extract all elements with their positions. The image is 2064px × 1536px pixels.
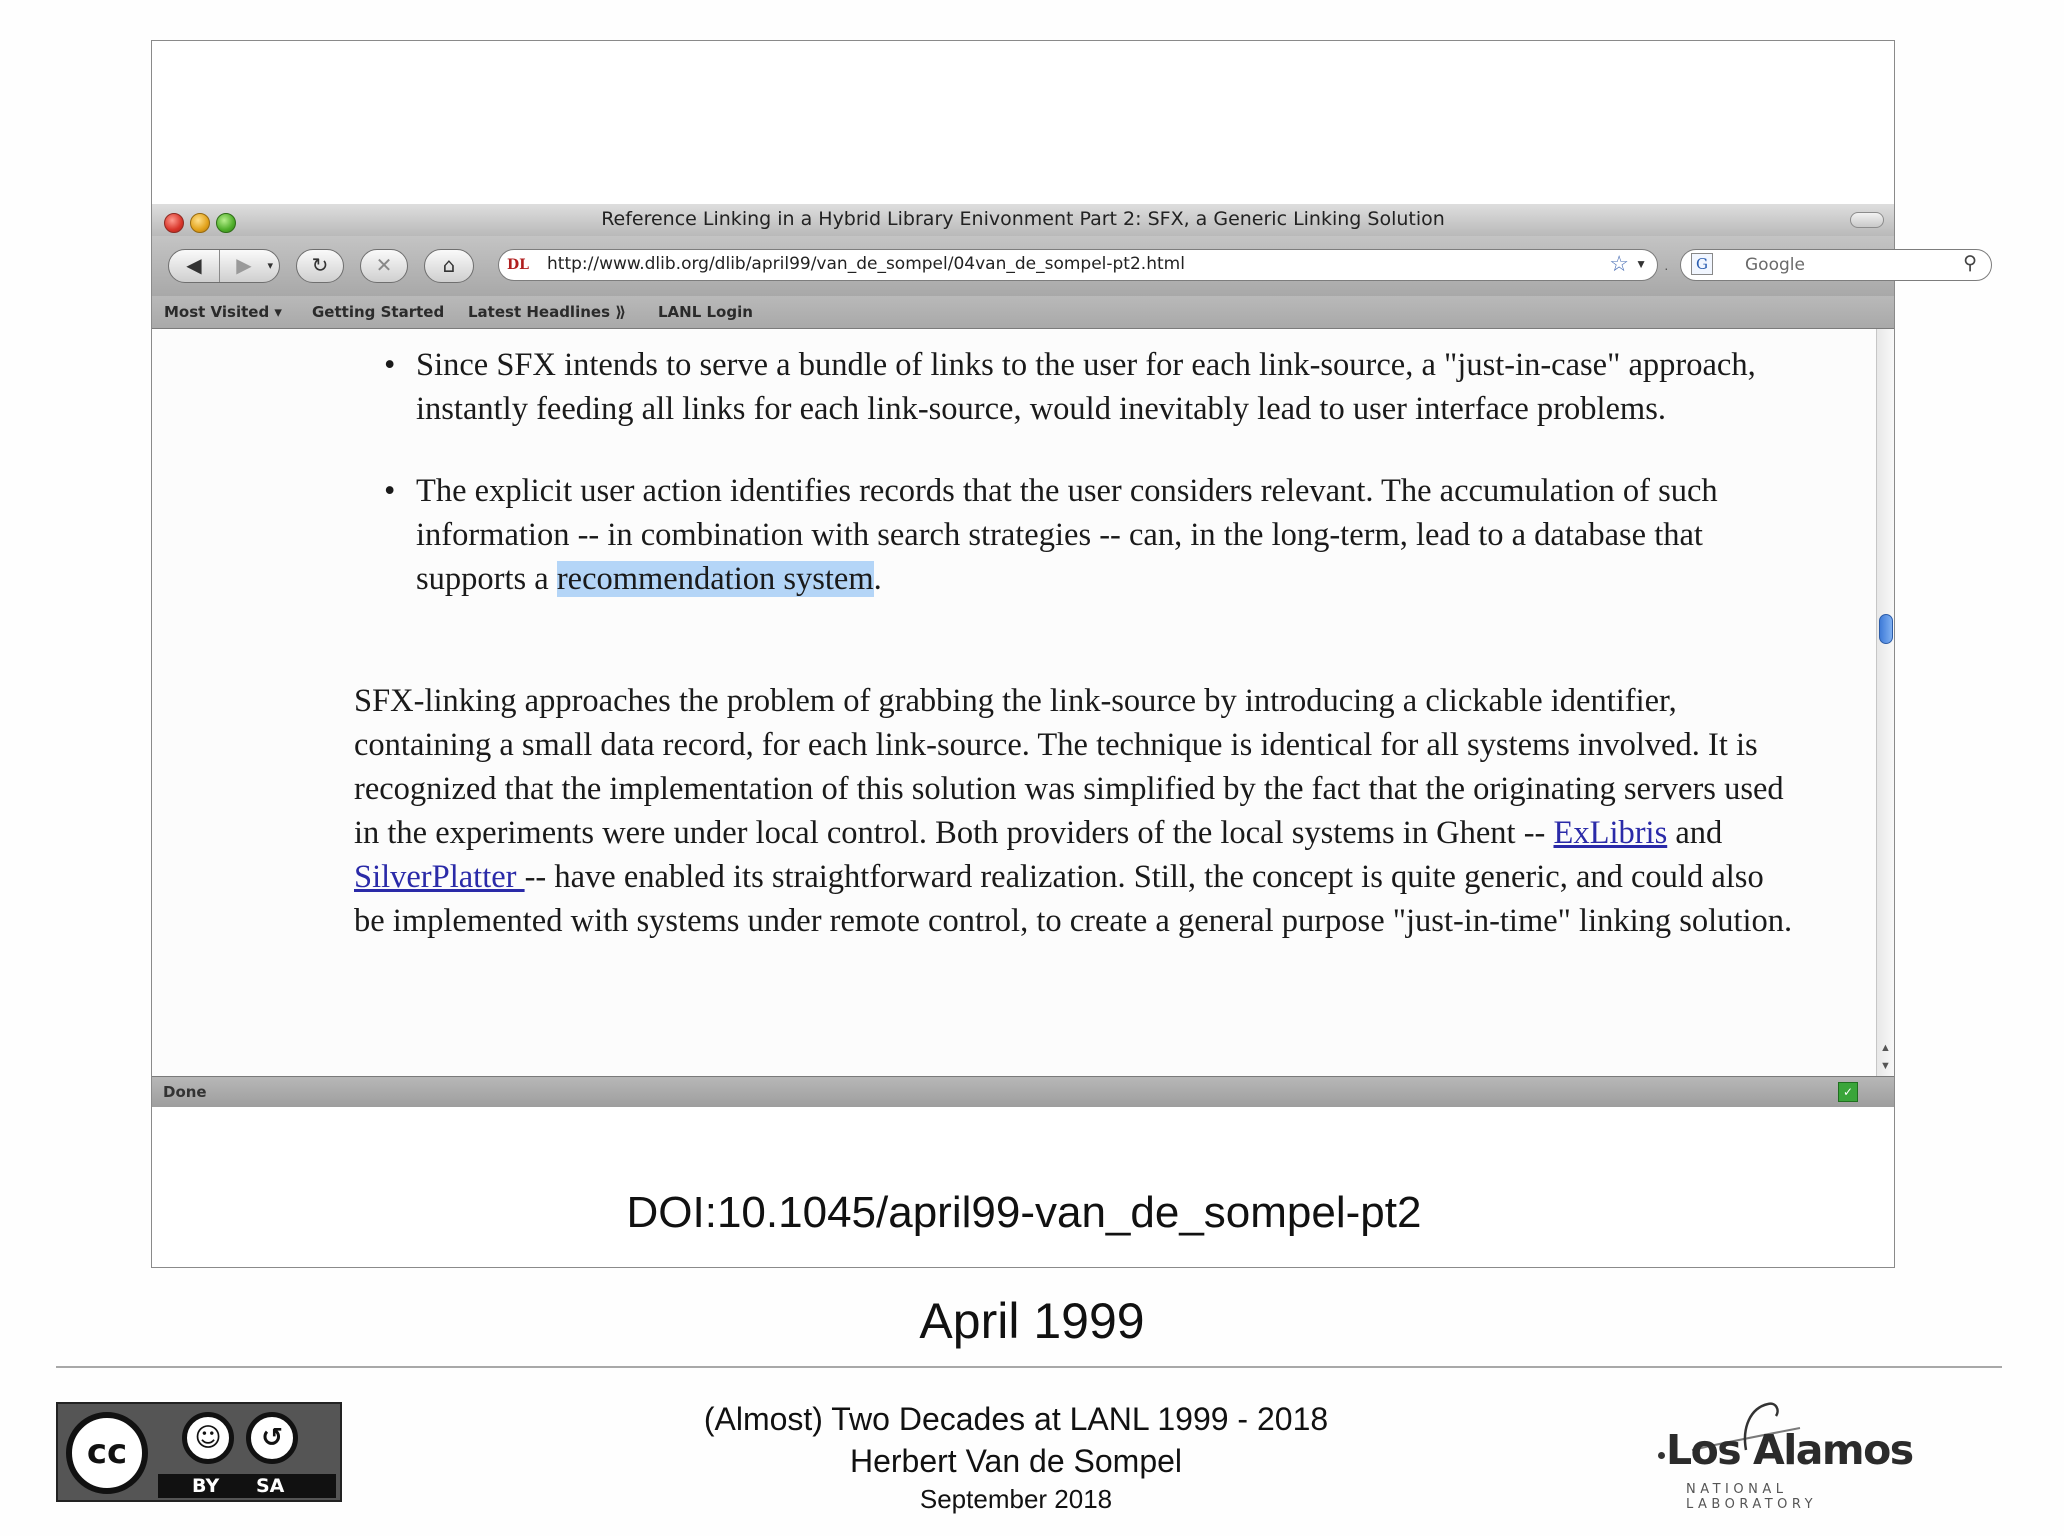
history-dropdown-icon[interactable]: ▾: [267, 259, 273, 272]
footer-title: (Almost) Two Decades at LANL 1999 - 2018: [703, 1401, 1329, 1437]
bookmarks-bar: [152, 296, 1894, 329]
share-alike-icon: ↺: [246, 1412, 298, 1464]
status-icon: ✓: [1838, 1082, 1858, 1102]
separator-dot: ·: [1664, 260, 1669, 276]
attribution-icon: ☺: [182, 1412, 234, 1464]
url-bar[interactable]: [498, 249, 1658, 281]
scroll-up-icon[interactable]: ▲: [1880, 1042, 1891, 1054]
page-content: [152, 329, 1876, 1076]
highlighted-text: recommendation system: [556, 561, 874, 597]
bookmark-latest-headlines[interactable]: Latest Headlines ⟫: [468, 303, 627, 321]
footer-date: September 2018: [919, 1484, 1113, 1514]
lanl-logo-name: Los Alamos: [1666, 1426, 1913, 1474]
paragraph-text: -- have enabled its straightforward realization. Still, the concept is quite generic, and could also be implemented with systems under remote control, to create a general purpose "just-in-time" linking solution.: [354, 859, 1793, 939]
url-dropdown-icon[interactable]: ▼: [1635, 257, 1647, 271]
bookmark-lanl-login[interactable]: LANL Login: [658, 303, 753, 321]
footer-divider: [56, 1366, 2002, 1368]
silverplatter-link[interactable]: SilverPlatter: [354, 859, 525, 895]
bullet-icon: •: [384, 347, 396, 383]
status-text: Done: [163, 1083, 207, 1101]
stop-icon: ✕: [375, 253, 393, 277]
status-bar: [152, 1076, 1894, 1107]
url-text[interactable]: http://www.dlib.org/dlib/april99/van_de_sompel/04van_de_sompel-pt2.html: [547, 254, 1185, 274]
scroll-down-icon[interactable]: ▼: [1880, 1060, 1891, 1072]
home-icon: ⌂: [442, 253, 456, 277]
forward-icon: ▶: [236, 253, 252, 277]
bullet-text: Since SFX intends to serve a bundle of links to the user for each link-source, a "just-in-case" approach, instantly feeding all links for each link-source, would inevitably lead to user interface problems.: [416, 347, 1756, 427]
bullet-text: The explicit user action identifies records that the user considers relevant. The accumulation of such information -- in combination with search strategies -- can, in the long-term, lead to a database that supports a: [416, 473, 1718, 597]
search-placeholder[interactable]: Google: [1745, 255, 1805, 275]
scrollbar-thumb[interactable]: [1879, 614, 1893, 644]
site-favicon: DL: [507, 257, 529, 273]
search-icon[interactable]: ⚲: [1963, 253, 1977, 274]
lanl-dot-icon: [1658, 1452, 1665, 1459]
footer-author: Herbert Van de Sompel: [849, 1443, 1183, 1479]
cc-icon: cc: [66, 1412, 148, 1494]
forward-button[interactable]: [219, 250, 269, 282]
bookmark-most-visited[interactable]: Most Visited ▾: [164, 303, 282, 321]
license-sa-label: SA: [256, 1475, 285, 1497]
license-by-label: BY: [192, 1475, 220, 1497]
doi-caption: DOI:10.1045/april99-van_de_sompel-pt2: [626, 1188, 1422, 1237]
exlibris-link[interactable]: ExLibris: [1553, 815, 1668, 851]
title-bar: [152, 204, 1894, 237]
bullet-list: [384, 343, 1816, 639]
bullet-icon: •: [384, 473, 396, 509]
body-paragraph: [354, 679, 1794, 943]
back-button[interactable]: [169, 250, 220, 282]
reload-button[interactable]: [296, 249, 344, 283]
back-forward-group: [168, 249, 280, 283]
list-item: [384, 343, 1816, 431]
back-icon: ◀: [186, 253, 202, 277]
bookmark-getting-started[interactable]: Getting Started: [312, 303, 445, 321]
date-caption: April 1999: [919, 1293, 1145, 1349]
lanl-logo: [1640, 1398, 1920, 1512]
browser-window: [152, 204, 1977, 1106]
stop-button[interactable]: [360, 249, 408, 283]
reload-icon: ↻: [311, 253, 329, 277]
lanl-logo-subtitle: NATIONAL LABORATORY: [1686, 1482, 1818, 1512]
vertical-scrollbar[interactable]: [1876, 329, 1894, 1076]
paragraph-text: and: [1667, 815, 1723, 851]
paragraph-text: SFX-linking approaches the problem of grabbing the link-source by introducing a clickable identifier, containing a small data record, for each link-source. The technique is identical for all systems involved. It is recognized that the implementation of this solution was simplified by the fact that the originating servers used in the experiments were under local control. Both providers of the local systems in Ghent --: [354, 683, 1784, 851]
list-item: [384, 469, 1816, 601]
toolbar-toggle-button[interactable]: [1850, 212, 1884, 228]
search-box[interactable]: [1680, 249, 1992, 281]
navigation-toolbar: [152, 236, 1977, 297]
bullet-text-end: .: [873, 561, 882, 597]
home-button[interactable]: [424, 249, 474, 283]
search-engine-icon[interactable]: G: [1691, 253, 1713, 275]
window-title: Reference Linking in a Hybrid Library Enivonment Part 2: SFX, a Generic Linking Solution: [601, 208, 1445, 230]
bookmark-star-icon[interactable]: ☆: [1609, 251, 1629, 276]
